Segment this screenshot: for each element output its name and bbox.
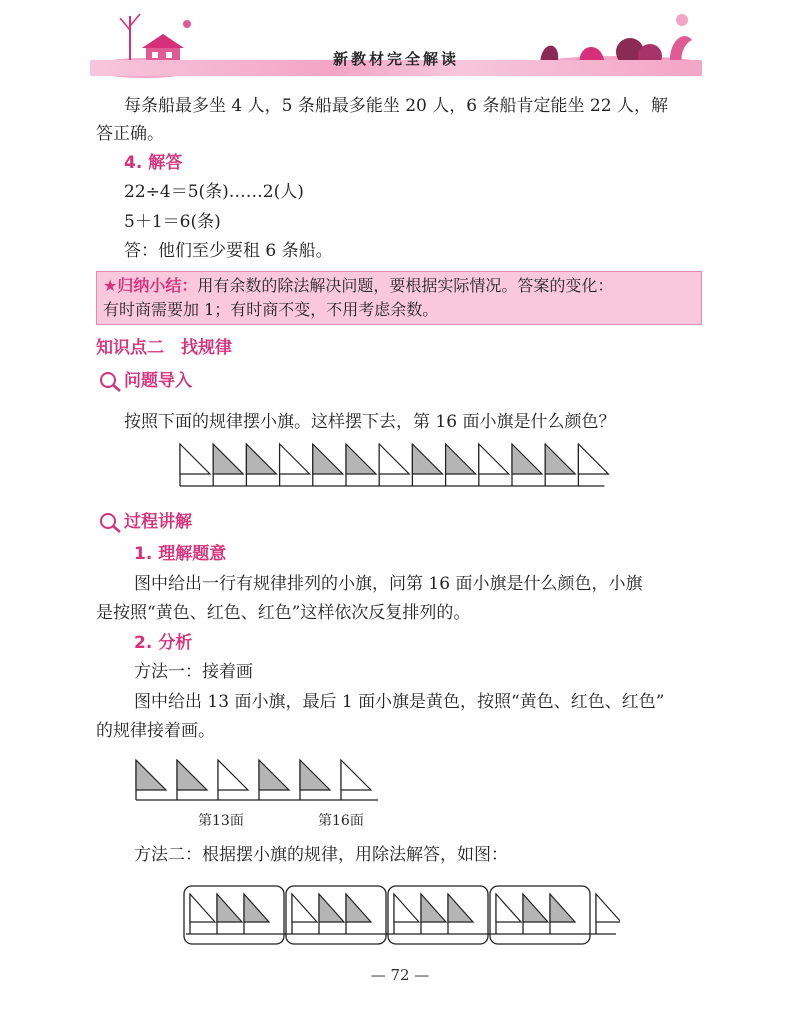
flag-red (213, 444, 243, 486)
page-number: — 72 — (370, 966, 430, 984)
text-line: 答正确。 (96, 124, 164, 144)
flags-row-continued (132, 756, 382, 806)
flag-yellow (496, 894, 521, 934)
flag-yellow (479, 444, 509, 486)
flag-yellow (596, 894, 620, 934)
summary-text: 有时商需要加 1；有时商不变，不用考虑余数。 (103, 300, 439, 319)
flag-red (412, 444, 442, 486)
answer-line: 答：他们至少要租 6 条船。 (124, 241, 333, 261)
flag-red (523, 894, 548, 934)
flag-red (346, 444, 376, 486)
flag-yellow (180, 444, 210, 486)
magnifier-icon (98, 512, 122, 534)
method-title: 方法一：接着画 (134, 662, 253, 682)
summary-box (96, 271, 702, 325)
flag-yellow (292, 894, 317, 934)
flag-red (446, 444, 476, 486)
intro-title: 问题导入 (124, 371, 192, 391)
flag-red (421, 894, 446, 934)
flag-yellow (379, 444, 409, 486)
flag-yellow (190, 894, 215, 934)
flag-red (550, 894, 575, 934)
flag-red (136, 760, 166, 800)
flag-16-label: 第16面 (318, 813, 364, 829)
flag-13-label: 第13面 (198, 813, 244, 829)
flag-red (300, 760, 330, 800)
flag-red (319, 894, 344, 934)
flag-red (246, 444, 276, 486)
flag-red (545, 444, 575, 486)
step-title: 2. 分析 (134, 633, 193, 653)
equation-line: 5＋1＝6(条) (124, 212, 221, 232)
text-line: 图中给出一行有规律排列的小旗，问第 16 面小旗是什么颜色，小旗 (134, 574, 643, 594)
step-title: 4. 解答 (124, 153, 183, 173)
flag-yellow (394, 894, 419, 934)
step-title: 1. 理解题意 (134, 544, 227, 564)
summary-text: 用有余数的除法解决问题，要根据实际情况。答案的变化： (197, 276, 614, 295)
flag-yellow (341, 760, 371, 800)
text-line: 每条船最多坐 4 人，5 条船最多能坐 20 人，6 条船肯定能坐 22 人，解 (124, 96, 668, 116)
page-header (90, 0, 702, 86)
flag-yellow (578, 444, 608, 486)
flag-red (244, 894, 269, 934)
summary-label: ★归纳小结： (103, 276, 198, 295)
text-line: 的规律接着画。 (96, 721, 215, 741)
flag-red (259, 760, 289, 800)
flag-yellow (280, 444, 310, 486)
section-title: 知识点二 找规律 (96, 338, 232, 358)
intro-text: 按照下面的规律摆小旗。这样摆下去，第 16 面小旗是什么颜色？ (124, 412, 616, 432)
magnifier-icon (98, 371, 122, 393)
flag-red (448, 894, 473, 934)
header-title: 新教材完全解读 (332, 50, 459, 68)
flag-yellow (218, 760, 248, 800)
flag-red (346, 894, 371, 934)
equation-line: 22÷4＝5(条)……2(人) (124, 182, 304, 202)
process-title: 过程讲解 (124, 512, 192, 532)
text-line: 是按照“黄色、红色、红色”这样依次反复排列的。 (96, 603, 471, 623)
flag-red (217, 894, 242, 934)
flag-red (512, 444, 542, 486)
flag-red (313, 444, 343, 486)
flags-row-grouped (180, 882, 620, 948)
flags-row-question (176, 440, 616, 490)
flag-red (177, 760, 207, 800)
method-title: 方法二：根据摆小旗的规律，用除法解答，如图： (134, 845, 508, 865)
text-line: 图中给出 13 面小旗，最后 1 面小旗是黄色，按照“黄色、红色、红色” (134, 692, 665, 712)
